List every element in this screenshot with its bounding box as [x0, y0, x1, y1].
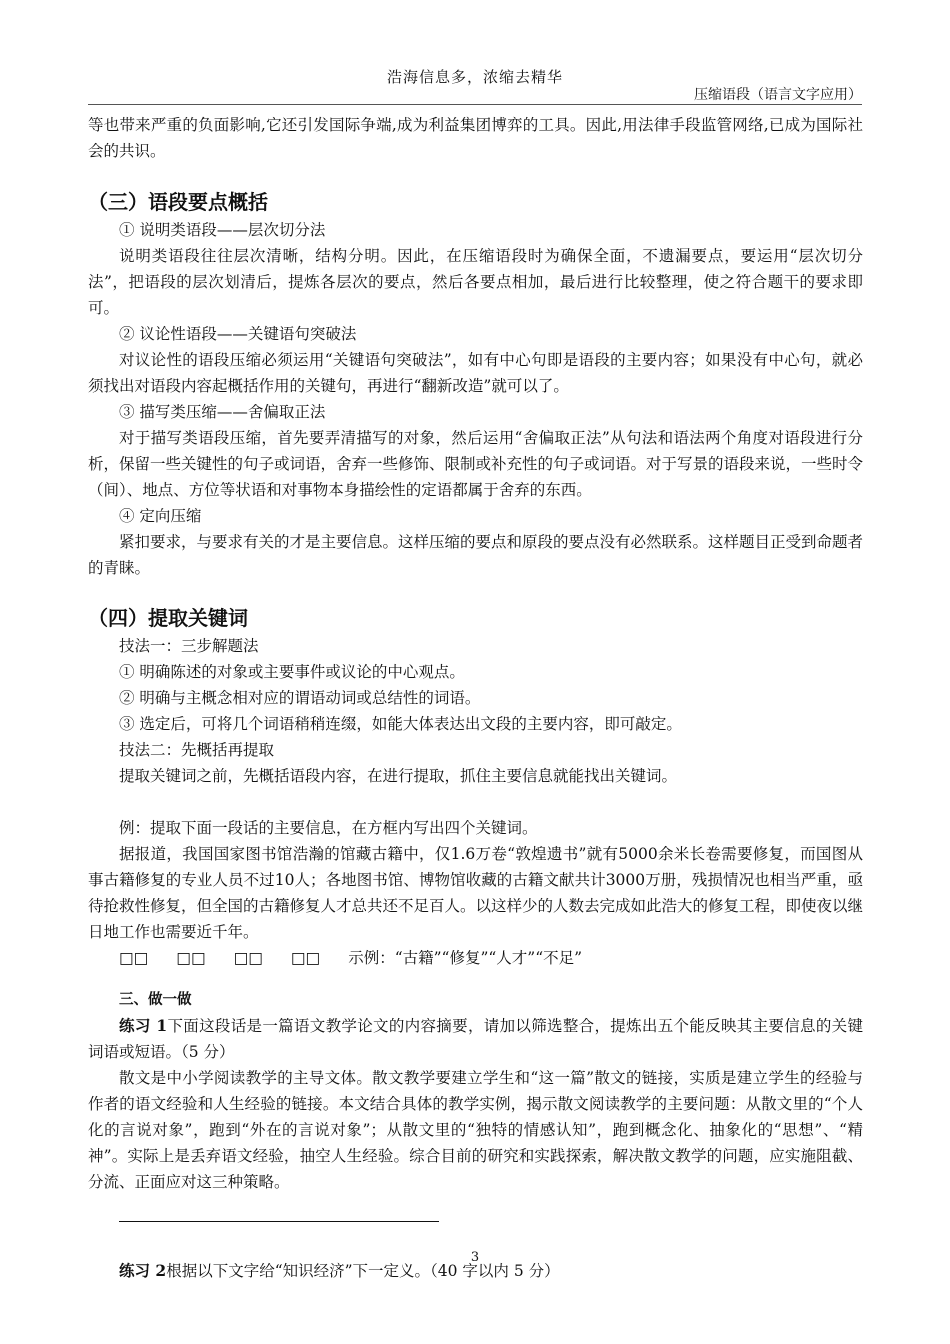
section3-item3-text: 对于描写类语段压缩，首先要弄清描写的对象，然后运用“舍偏取正法”从句法和语法两个角度对语段进行分析，保留一些关键性的句子或词语，舍弃一些修饰、限制或补充性的句子或词语。对于写景的语段来说，一些时令（间）、地点、方位等状语和对事物本身描绘性的定语都属于舍弃的东西。	[88, 429, 864, 499]
page-content	[88, 112, 863, 1284]
section3-item3-title: ③ 描写类压缩——舍偏取正法	[119, 403, 326, 421]
intro-paragraph: 等也带来严重的负面影响,它还引发国际争端,成为利益集团博弈的工具。因此,用法律手段监管网络,已成为国际社会的共识。	[88, 116, 863, 160]
exercise2-prompt-text: 根据以下文字给“知识经济”下一定义。（40 字以内 5 分）	[166, 1262, 560, 1280]
practice-heading: 三、做一做	[119, 992, 192, 1008]
example-text: 据报道，我国国家图书馆浩瀚的馆藏古籍中，仅1.6万卷“敦煌遗书”就有5000余米长卷需要修复，而国图从事古籍修复的专业人员不过10人；各地图书馆、博物馆收藏的古籍文献共计3000万册，残损情况也相当严重，亟待抢救性修复，但全国的古籍修复人才总共还不足百人。以这样少的人数去完成如此浩大的修复工程，即使夜以继日地工作也需要近千年。	[88, 845, 864, 941]
header-motto: 浩海信息多，浓缩去精华	[386, 68, 563, 86]
section4-method1: 技法一：三步解题法	[119, 637, 259, 655]
section3-heading: （三）语段要点概括	[88, 190, 268, 214]
exercise1-prompt	[88, 1013, 863, 1065]
section3-item2-title: ② 议论性语段——关键语句突破法	[119, 325, 357, 343]
header-divider	[88, 104, 862, 105]
section4-step2: ② 明确与主概念相对应的谓语动词或总结性的词语。	[119, 689, 481, 707]
sample-answer: 示例：“古籍”“修复”“人才”“不足”	[348, 949, 583, 967]
section3-item4-title: ④ 定向压缩	[119, 507, 202, 525]
exercise1-label: 练习 1	[119, 1016, 168, 1035]
section3-item1-text: 说明类语段往往层次清晰，结构分明。因此，在压缩语段时为确保全面，不遗漏要点，要运用“层次切分法”，把语段的层次划清后，提炼各层次的要点，然后各要点相加，最后进行比较整理，使之符合题干的要求即可。	[88, 247, 863, 317]
section4-step3: ③ 选定后，可将几个词语稍稍连缀，如能大体表达出文段的主要内容，即可敲定。	[119, 715, 682, 733]
header-section-title: 压缩语段（语言文字应用）	[694, 87, 862, 103]
answer-box-4[interactable]: □□	[290, 949, 321, 967]
section4-method2-text: 提取关键词之前，先概括语段内容，在进行提取，抓住主要信息就能找出关键词。	[119, 767, 678, 785]
page-number: 3	[470, 1250, 480, 1265]
section4-step1: ① 明确陈述的对象或主要事件或议论的中心观点。	[119, 663, 465, 681]
exercise1-text: 散文是中小学阅读教学的主导文体。散文教学要建立学生和“这一篇”散文的链接，实质是建立学生的经验与作者的语文经验和人生经验的链接。本文结合具体的教学实例，揭示散文阅读教学的主要问题：从散文里的“个人化的言说对象”，跑到“外在的言说对象”；从散文里的“独特的情感认知”，跑到概念化、抽象化的“思想”、“精神”。实际上是丢弃语文经验，抽空人生经验。综合目前的研究和实践探索，解决散文教学的问题，应实施阻截、分流、正面应对这三种策略。	[88, 1069, 863, 1191]
section3-item2-text: 对议论性的语段压缩必须运用“关键语句突破法”，如有中心句即是语段的主要内容；如果没有中心句，就必须找出对语段内容起概括作用的关键句，再进行“翻新改造”就可以了。	[88, 351, 863, 395]
answer-box-1[interactable]: □□	[119, 949, 149, 967]
answer-boxes-row	[88, 945, 863, 971]
section3-item4-text: 紧扣要求，与要求有关的才是主要信息。这样压缩的要点和原段的要点没有必然联系。这样题目正受到命题者的青睐。	[88, 533, 864, 577]
section4-method2: 技法二：先概括再提取	[119, 741, 275, 759]
section4-heading: （四）提取关键词	[88, 606, 248, 630]
answer-box-2[interactable]: □□	[176, 949, 206, 967]
section3-item1-title: ① 说明类语段——层次切分法	[119, 221, 326, 239]
example-prompt: 例：提取下面一段话的主要信息，在方框内写出四个关键词。	[119, 819, 538, 837]
exercise1-prompt-text: 下面这段话是一篇语文教学论文的内容摘要，请加以筛选整合，提炼出五个能反映其主要信息的关键词语或短语。（5 分）	[88, 1017, 863, 1061]
exercise2-label: 练习 2	[119, 1261, 167, 1280]
answer-box-3[interactable]: □□	[233, 949, 263, 967]
